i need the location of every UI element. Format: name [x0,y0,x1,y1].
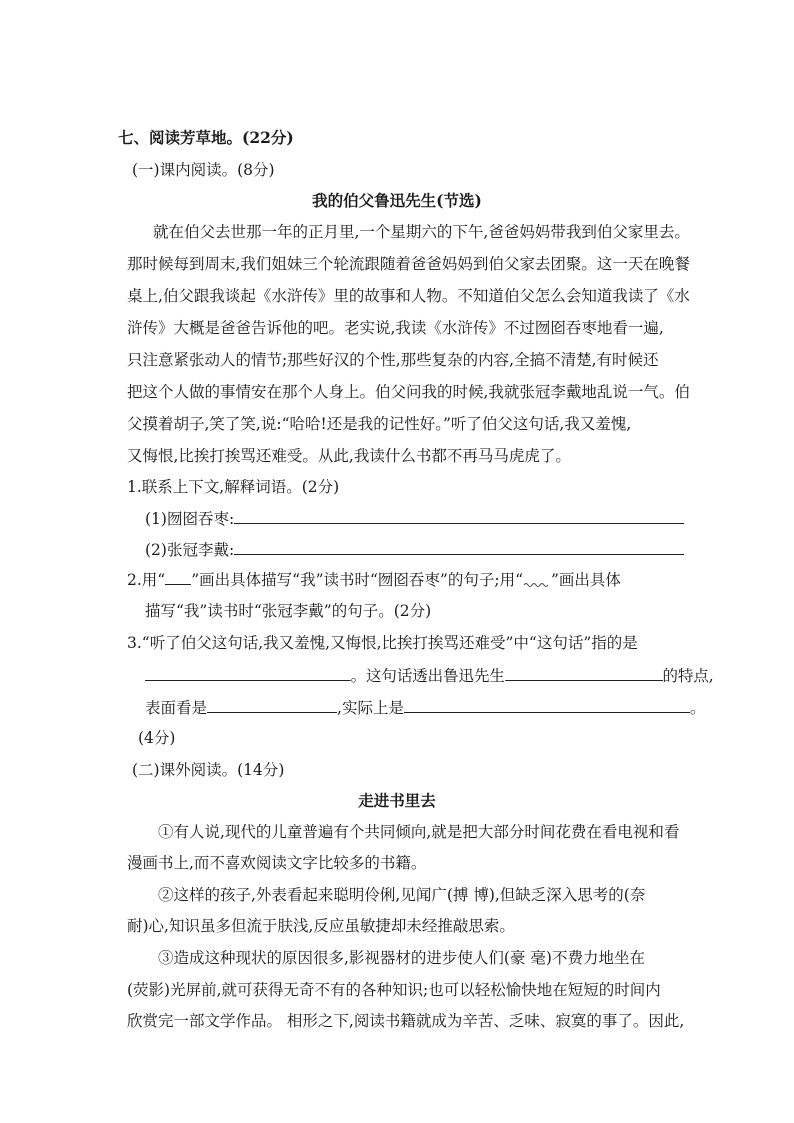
question-2-text: ”画出具体 [551,571,621,589]
passage2-line: (荧影)光屏前,就可获得无奇不有的各种知识;也可以轻松愉快地在短短的时间内 [127,981,661,999]
answer-blank[interactable] [505,665,663,681]
answer-blank[interactable] [234,539,684,555]
question-3-text: 的特点, [662,667,714,685]
passage2-title: 走进书里去 [358,791,436,810]
question-1-item-1-label: (1)囫囵吞枣: [145,510,235,528]
question-1-stem: 1.联系上下文,解释词语。(2分) [127,478,340,496]
passage2-line: ①有人说,现代的儿童普遍有个共同倾向,就是把大部分时间花费在看电视和看 [158,823,680,841]
passage2-line: 欣赏完一部文学作品。 相形之下,阅读书籍就成为辛苦、乏味、寂寞的事了。因此, [127,1012,685,1030]
question-3-line-2 [145,665,714,686]
passage1-line: 把这个人做的事情安在那个人身上。伯父问我的时候,我就张冠李戴地乱说一气。伯 [127,383,690,401]
part2-heading: (二)课外阅读。(14分) [132,761,285,779]
passage1-line: 桌上,伯父跟我谈起《水浒传》里的故事和人物。不知道伯父怎么会知道我读了《水 [127,287,690,305]
passage1-line: 就在伯父去世那一年的正月里,一个星期六的下午,爸爸妈妈带我到伯父家里去。 [153,223,690,241]
passage2-line: ②这样的孩子,外表看起来聪明伶俐,见闻广(搏 博),但缺乏深入思考的(奈 [158,886,646,904]
passage1-line: 父摸着胡子,笑了笑,说:“哈哈!还是我的记性好。”听了伯父这句话,我又羞愧, [127,415,632,433]
question-3-text: 。 [689,699,706,717]
passage2-line: 耐)心,知识虽多但流于肤浅,反应虽敏捷却未经推敲思索。 [127,917,515,935]
passage1-line: 浒传》大概是爸爸告诉他的吧。老实说,我读《水浒传》不过囫囵吞枣地看一遍, [127,319,664,337]
passage2-line: 漫画书上,而不喜欢阅读文字比较多的书籍。 [127,854,427,872]
question-1-item-2 [145,539,684,560]
answer-blank[interactable] [145,665,351,681]
passage1-line: 只注意紧张动人的情节;那些好汉的个性,那些复杂的内容,全搞不清楚,有时候还 [127,351,659,369]
question-2-line-1 [127,570,621,590]
passage1-line: 那时候每到周末,我们姐妹三个轮流跟随着爸爸妈妈到伯父家去团聚。这一天在晚餐 [127,255,690,273]
question-3-text: ,实际上是 [337,699,404,717]
question-2-text: 2.用“ [127,571,166,589]
straight-underline-mark [165,570,191,585]
passage1-title: 我的伯父鲁迅先生(节选) [312,191,482,210]
passage1-line: 又悔恨,比挨打挨骂还难受。从此,我读什么书都不再马马虎虎了。 [127,447,571,465]
question-2-text: ”画出具体描写“我”读书时“囫囵吞枣”的句子;用“ [191,571,523,589]
answer-blank[interactable] [404,697,690,713]
passage2-line: ③造成这种现状的原因很多,影视器材的进步使人们(豪 毫)不费力地坐在 [158,949,645,967]
question-3-line-3 [145,697,705,718]
question-3-text: 。这句话透出鲁迅先生 [350,667,505,685]
question-3-score: (4分) [138,729,176,747]
question-3-text: 表面看是 [145,699,208,717]
part1-heading: (一)课内阅读。(8分) [132,161,275,179]
answer-blank[interactable] [234,508,684,524]
question-1-item-1 [145,508,684,529]
question-3-line-1: 3.“听了伯父这句话,我又羞愧,又悔恨,比挨打挨骂还难受”中“这句话”指的是 [127,634,638,652]
question-1-item-2-label: (2)张冠李戴: [145,541,235,559]
question-2-line-2: 描写“我”读书时“张冠李戴”的句子。(2分) [145,602,432,620]
wavy-underline-mark [523,571,551,585]
answer-blank[interactable] [207,697,337,713]
section-title: 七、阅读芳草地。(22分) [118,128,294,147]
